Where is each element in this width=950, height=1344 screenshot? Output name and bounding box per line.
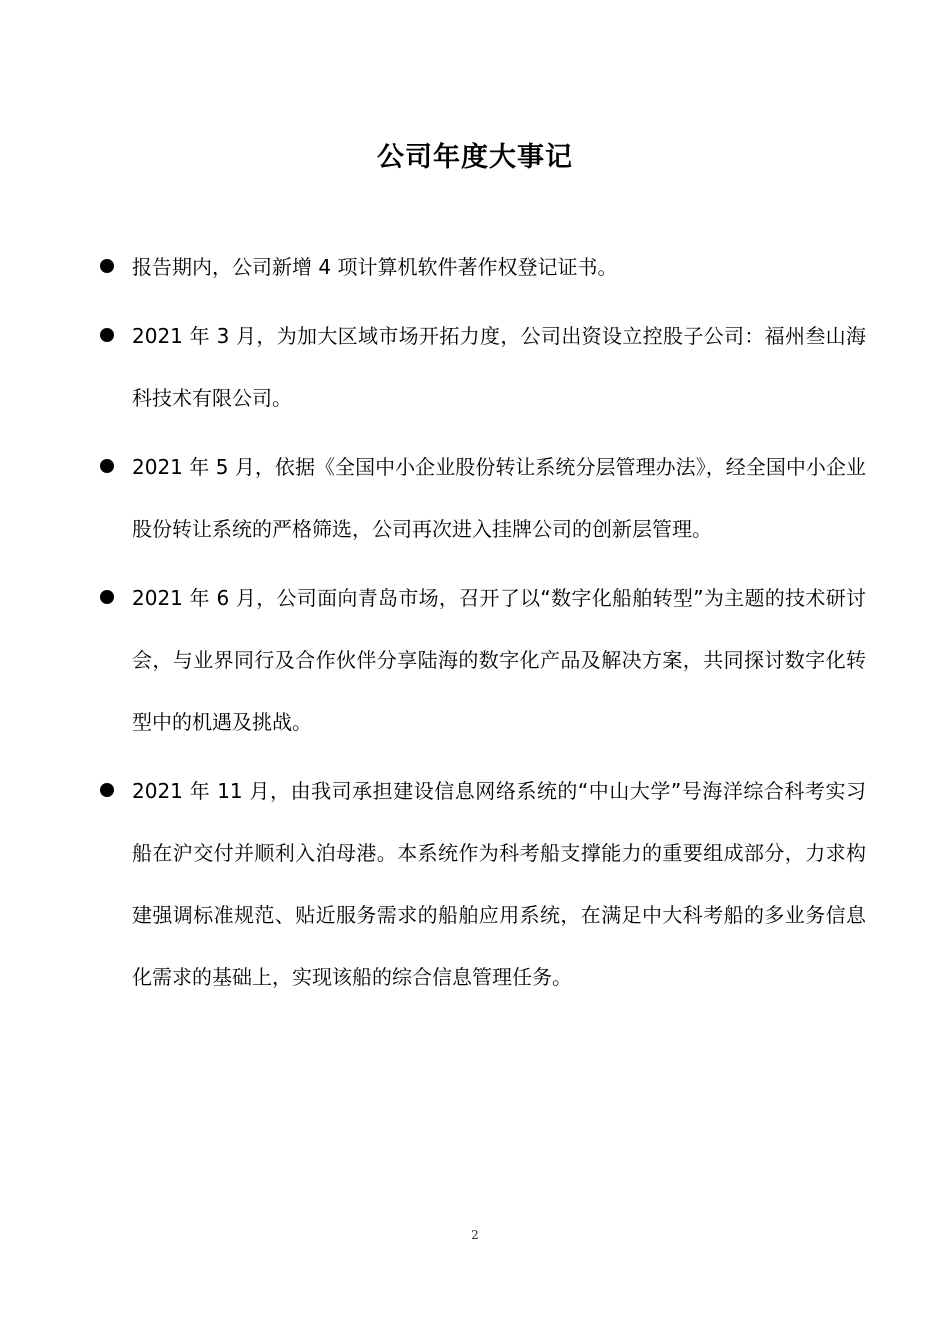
page-title: 公司年度大事记	[377, 142, 573, 174]
bullet-icon	[100, 459, 114, 473]
list-item	[96, 760, 866, 1008]
event-text: 2021 年 6 月，公司面向青岛市场，召开了以“数字化船舶转型”为主题的技术研讨会，与业界同行及合作伙伴分享陆海的数字化产品及解决方案，共同探讨数字化转型中的机遇及挑战。	[132, 586, 866, 734]
event-text: 2021 年 3 月，为加大区域市场开拓力度，公司出资设立控股子公司：福州叁山海科技术有限公司。	[132, 324, 866, 410]
list-item	[96, 567, 866, 753]
bullet-icon	[100, 590, 114, 604]
bullet-icon	[100, 783, 114, 797]
list-item	[96, 436, 866, 560]
event-text: 2021 年 11 月，由我司承担建设信息网络系统的“中山大学”号海洋综合科考实习船在沪交付并顺利入泊母港。本系统作为科考船支撑能力的重要组成部分，力求构建强调标准规范、贴近服务需求的船舶应用系统，在满足中大科考船的多业务信息化需求的基础上，实现该船的综合信息管理任务。	[132, 779, 866, 989]
bullet-icon	[100, 259, 114, 273]
event-text: 报告期内，公司新增 4 项计算机软件著作权登记证书。	[132, 255, 618, 279]
page-number: 2	[471, 1228, 479, 1242]
bullet-icon	[100, 328, 114, 342]
list-item	[96, 305, 866, 429]
list-item	[96, 236, 866, 298]
event-text: 2021 年 5 月，依据《全国中小企业股份转让系统分层管理办法》，经全国中小企业股份转让系统的严格筛选，公司再次进入挂牌公司的创新层管理。	[132, 455, 866, 541]
events-list	[96, 236, 866, 1015]
